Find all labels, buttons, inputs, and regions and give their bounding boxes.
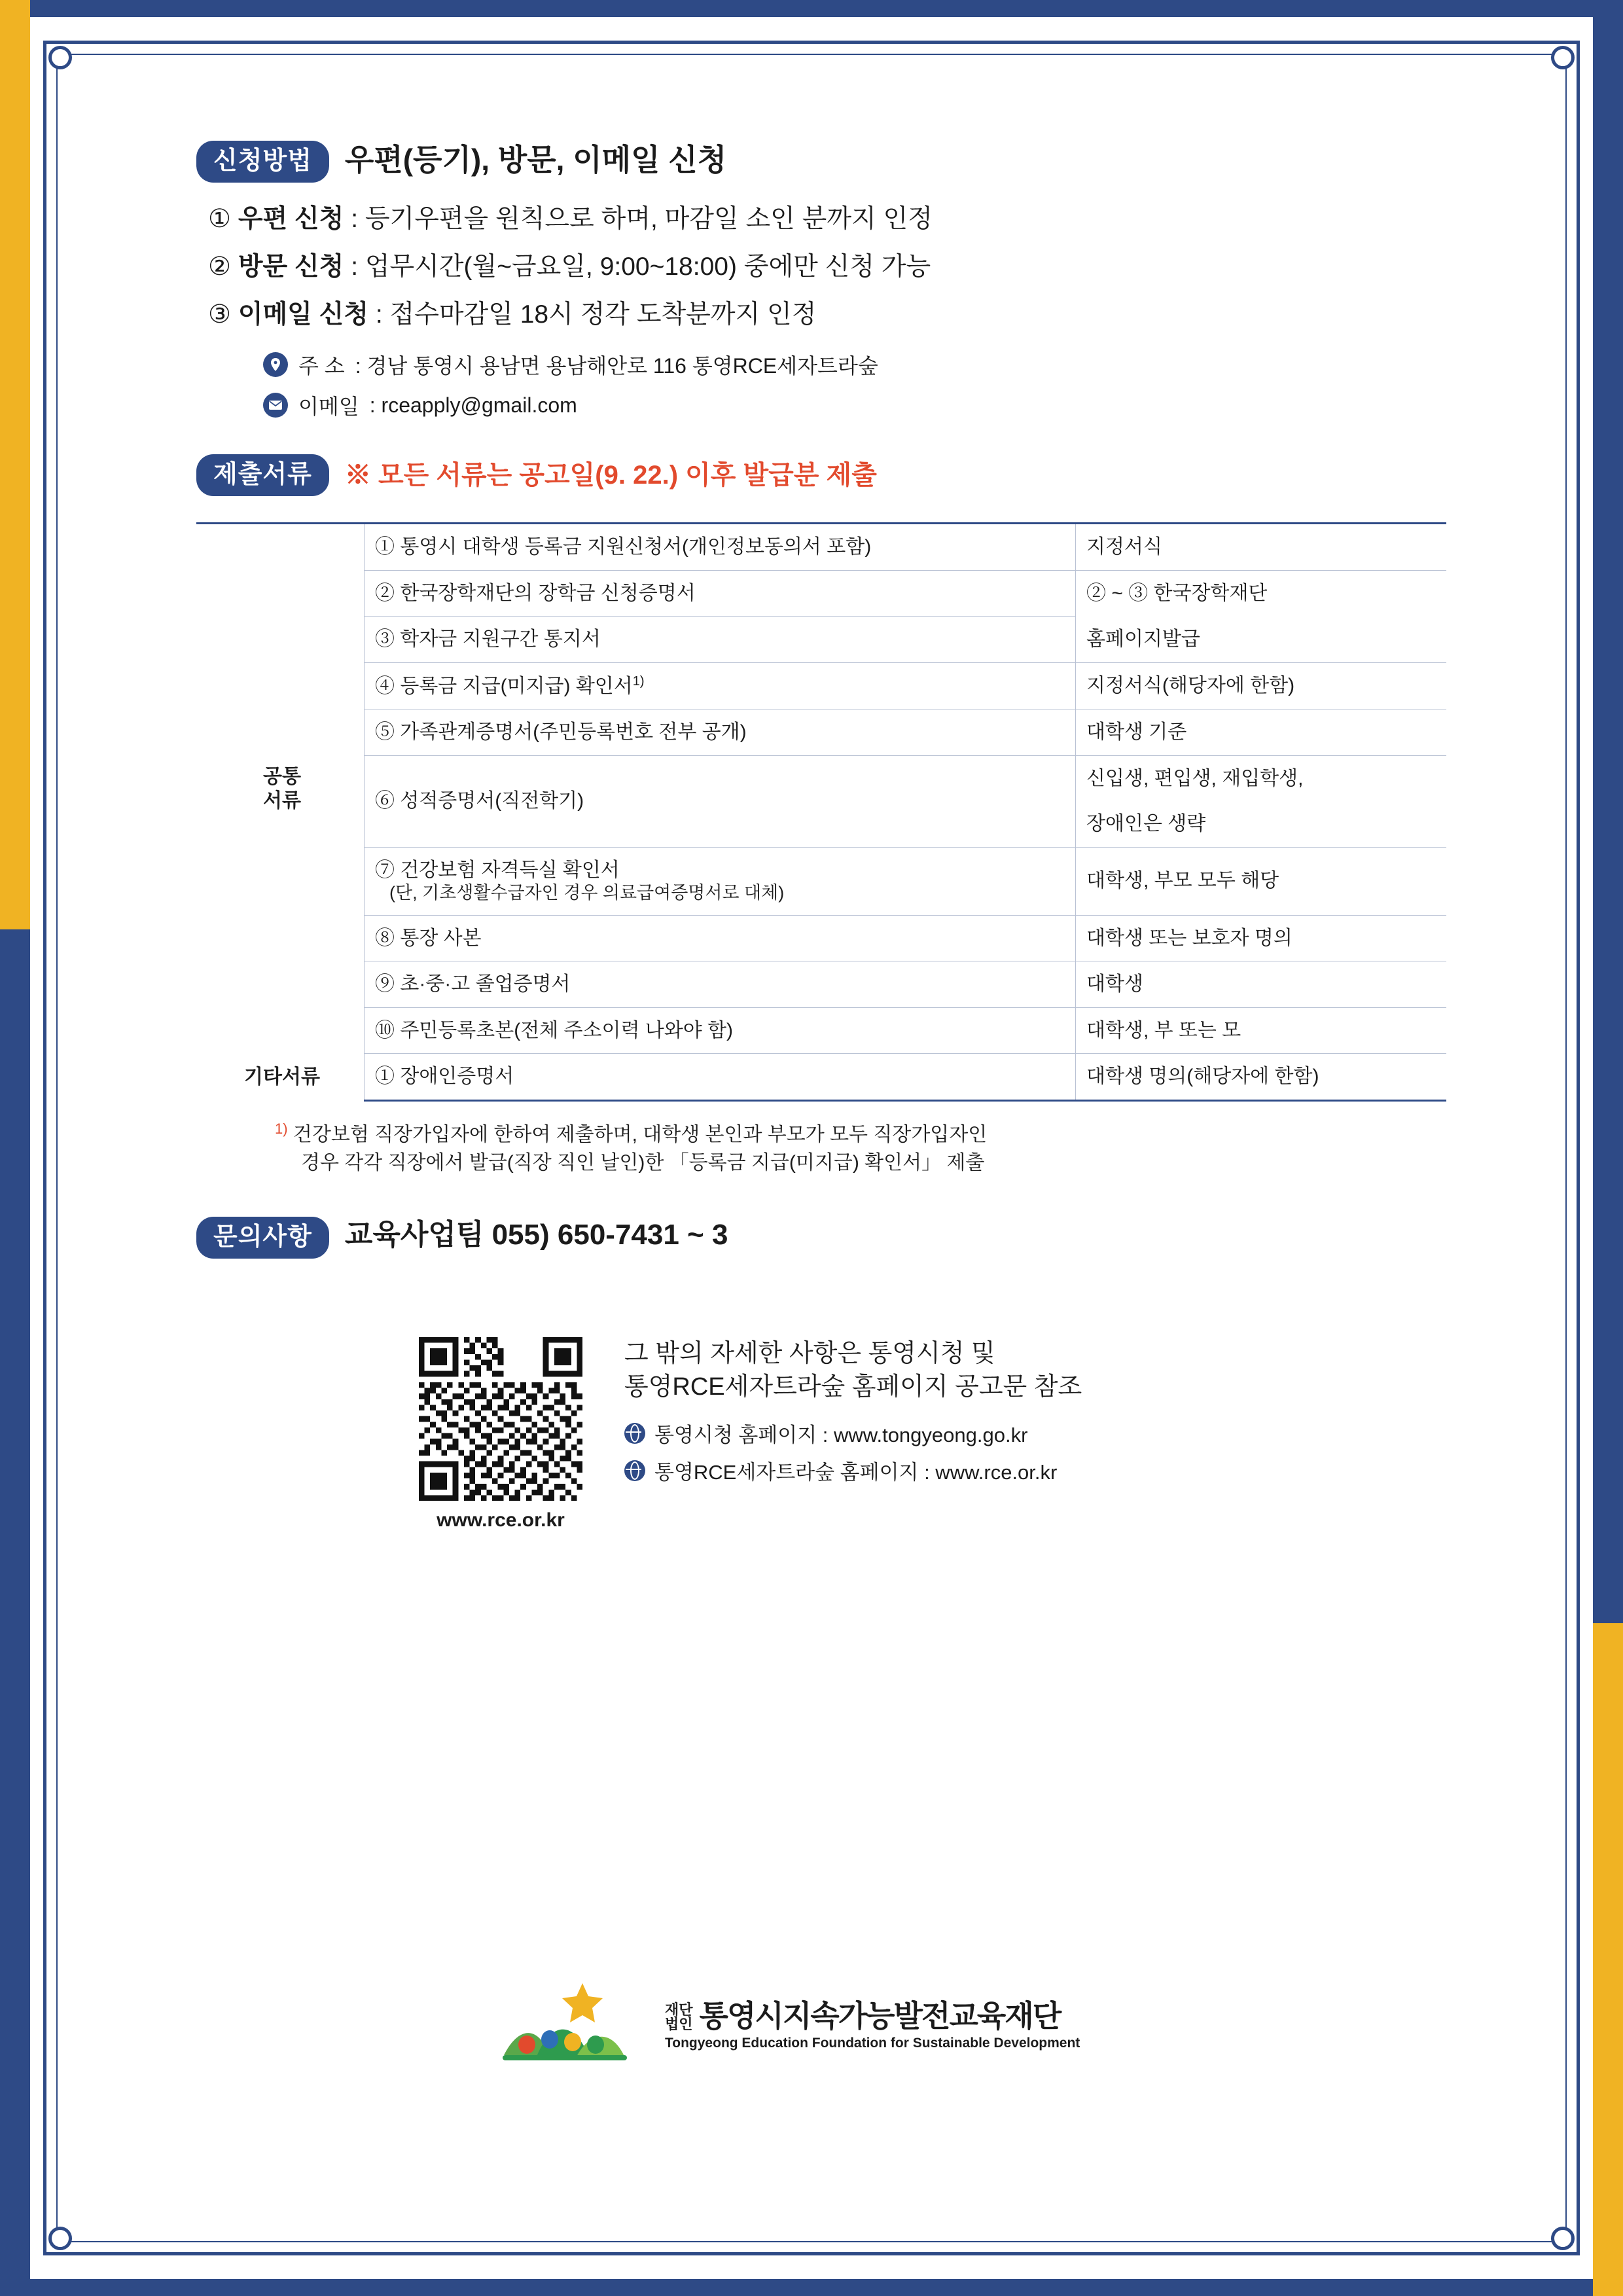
apply-method-header (196, 141, 1427, 183)
category-other: 기타서류 (244, 1066, 320, 1088)
doc-note-3: 홈페이지발급 (1076, 617, 1447, 663)
corner-dot-bottom-left (48, 2227, 72, 2250)
footnote-line-1: 건강보험 직장가입자에 한하여 제출하며, 대학생 본인과 부모가 모두 직장가입자인 (293, 1123, 988, 1145)
email-label: 이메일 (298, 395, 359, 418)
address-line (263, 350, 1427, 380)
doc-note-5: 대학생 기준 (1076, 709, 1447, 756)
qr-code-image[interactable] (419, 1337, 582, 1501)
doc-note-1: 지정서식 (1076, 524, 1447, 571)
doc-note-9: 대학생 (1076, 961, 1447, 1008)
apply-item-1-label: 우편 신청 (238, 205, 344, 233)
apply-item-2-num: ② (208, 253, 231, 281)
qr-text-line-1: 그 밖의 자세한 사항은 통영시청 및 (624, 1339, 995, 1367)
apply-item-3-label: 이메일 신청 (238, 300, 369, 329)
qr-block (419, 1337, 1427, 1532)
border-bottom (0, 2279, 1623, 2296)
border-right-yellow (1593, 1623, 1623, 2296)
apply-item-2-label: 방문 신청 (238, 253, 344, 281)
doc-note-4: 지정서식(해당자에 한함) (1076, 662, 1447, 709)
doc-name-4 (365, 662, 1076, 709)
apply-item-1 (208, 206, 1427, 232)
apply-method-title: 우편(등기), 방문, 이메일 신청 (344, 143, 727, 177)
documents-footnote (275, 1119, 1427, 1177)
doc-name-7-sub: (단, 기초생활수급자인 경우 의료급여증명서로 대체) (389, 883, 785, 903)
foundation-logo-prefix-1: 재단 (665, 2001, 693, 2018)
inquiry-pill: 문의사항 (196, 1217, 329, 1259)
documents-header (196, 454, 1427, 496)
category-common (196, 524, 365, 1054)
table-row (196, 961, 1446, 1008)
apply-item-2-text: : 업무시간(월~금요일, 9:00~18:00) 중에만 신청 가능 (344, 253, 931, 281)
doc-name-10: ⑩ 주민등록초본(전체 주소이력 나와야 함) (365, 1007, 1076, 1054)
doc-note-8: 대학생 또는 보호자 명의 (1076, 915, 1447, 961)
documents-pill: 제출서류 (196, 454, 329, 496)
foundation-logo-prefix-2: 법인 (665, 2016, 693, 2033)
foundation-logo-name-en: Tongyeong Education Foundation for Sustainable Development (665, 2036, 1080, 2051)
other-doc-note: 대학생 명의(해당자에 한함) (1076, 1054, 1447, 1101)
table-row (196, 709, 1446, 756)
contact-lines (263, 350, 1427, 420)
envelope-icon (263, 393, 288, 418)
link-rce-label: 통영RCE세자트라숲 홈페이지 : www.rce.or.kr (654, 1461, 1058, 1484)
foundation-logo-icon (497, 1977, 648, 2075)
corner-dot-top-right (1551, 46, 1575, 69)
apply-item-3-text: : 접수마감일 18시 정각 도착분까지 인정 (368, 300, 817, 329)
table-row (196, 617, 1446, 663)
qr-column (419, 1337, 582, 1532)
location-pin-icon (263, 352, 288, 377)
doc-note-6b: 장애인은 생략 (1076, 801, 1447, 847)
doc-name-7-main: ⑦ 건강보험 자격득실 확인서 (375, 859, 620, 881)
doc-name-4-sup: 1) (632, 673, 645, 689)
doc-name-3: ③ 학자금 지원구간 통지서 (365, 617, 1076, 663)
table-row (196, 755, 1446, 801)
qr-text-line-2: 통영RCE세자트라숲 홈페이지 공고문 참조 (624, 1373, 1082, 1401)
inquiry-header (196, 1217, 1427, 1259)
corner-dot-bottom-right (1551, 2227, 1575, 2250)
email-value[interactable]: : rceapply@gmail.com (369, 393, 577, 417)
doc-name-5: ⑤ 가족관계증명서(주민등록번호 전부 공개) (365, 709, 1076, 756)
apply-method-pill: 신청방법 (196, 141, 329, 183)
table-row (196, 915, 1446, 961)
foundation-logo-text (665, 2000, 1080, 2051)
table-row (196, 524, 1446, 571)
doc-note-7: 대학생, 부모 모두 해당 (1076, 847, 1447, 915)
border-left-blue (0, 929, 30, 2296)
footnote-line-2: 경우 각각 직장에서 발급(직장 직인 날인)한 「등록금 지급(미지급) 확인서」 제출 (301, 1152, 985, 1174)
globe-icon (624, 1423, 645, 1444)
qr-text-column (624, 1337, 1082, 1494)
doc-note-10: 대학생, 부 또는 모 (1076, 1007, 1447, 1054)
content-column (196, 141, 1427, 1532)
address-label: 주 소 (298, 354, 345, 378)
apply-item-2 (208, 254, 1427, 279)
doc-note-2: ② ~ ③ 한국장학재단 (1076, 570, 1447, 617)
doc-note-6a: 신입생, 편입생, 재입학생, (1076, 755, 1447, 801)
documents-notice: ※ 모든 서류는 공고일(9. 22.) 이후 발급분 제출 (344, 461, 877, 490)
other-doc-name: ① 장애인증명서 (365, 1054, 1076, 1101)
foundation-logo-name-kr: 통영시지속가능발전교육재단 (699, 1998, 1061, 2033)
link-rce[interactable] (624, 1456, 1082, 1485)
email-line (263, 390, 1427, 420)
foundation-logo-name-row (665, 2000, 1080, 2032)
apply-item-3 (208, 302, 1427, 327)
apply-method-list (208, 206, 1427, 420)
table-row (196, 1054, 1446, 1101)
inquiry-text: 교육사업팀 055) 650-7431 ~ 3 (344, 1218, 728, 1251)
table-row (196, 662, 1446, 709)
doc-name-1: ① 통영시 대학생 등록금 지원신청서(개인정보동의서 포함) (365, 524, 1076, 571)
address-value: : 경남 통영시 용남면 용남해안로 116 통영RCE세자트라숲 (355, 354, 878, 378)
table-row (196, 847, 1446, 915)
globe-icon (624, 1460, 645, 1481)
border-right-blue (1593, 0, 1623, 1623)
apply-item-1-text: : 등기우편을 원칙으로 하며, 마감일 소인 분까지 인정 (344, 205, 933, 233)
apply-item-3-num: ③ (208, 300, 231, 329)
documents-table (196, 522, 1446, 1102)
doc-name-2: ② 한국장학재단의 장학금 신청증명서 (365, 570, 1076, 617)
documents-table-wrap (196, 522, 1427, 1102)
doc-name-9: ⑨ 초·중·고 졸업증명서 (365, 961, 1076, 1008)
doc-name-8: ⑧ 통장 사본 (365, 915, 1076, 961)
table-row (196, 1007, 1446, 1054)
qr-url-caption: www.rce.or.kr (437, 1509, 565, 1531)
foundation-logo-prefix (665, 2003, 693, 2032)
corner-dot-top-left (48, 46, 72, 69)
footnote-mark: 1) (275, 1120, 288, 1137)
border-left-yellow (0, 0, 30, 929)
doc-name-4-text: ④ 등록금 지급(미지급) 확인서 (375, 675, 633, 697)
link-tongyeong-city-label: 통영시청 홈페이지 : www.tongyeong.go.kr (654, 1424, 1028, 1447)
category-common-line1: 공통 (263, 765, 301, 787)
border-top (0, 0, 1623, 17)
qr-links (624, 1418, 1082, 1485)
apply-item-1-num: ① (208, 205, 231, 233)
doc-name-6: ⑥ 성적증명서(직전학기) (365, 755, 1076, 847)
category-common-line2: 서류 (263, 790, 301, 812)
link-tongyeong-city[interactable] (624, 1418, 1082, 1448)
footer-logo (497, 1977, 1080, 2075)
doc-name-7 (365, 847, 1076, 915)
table-row (196, 570, 1446, 617)
